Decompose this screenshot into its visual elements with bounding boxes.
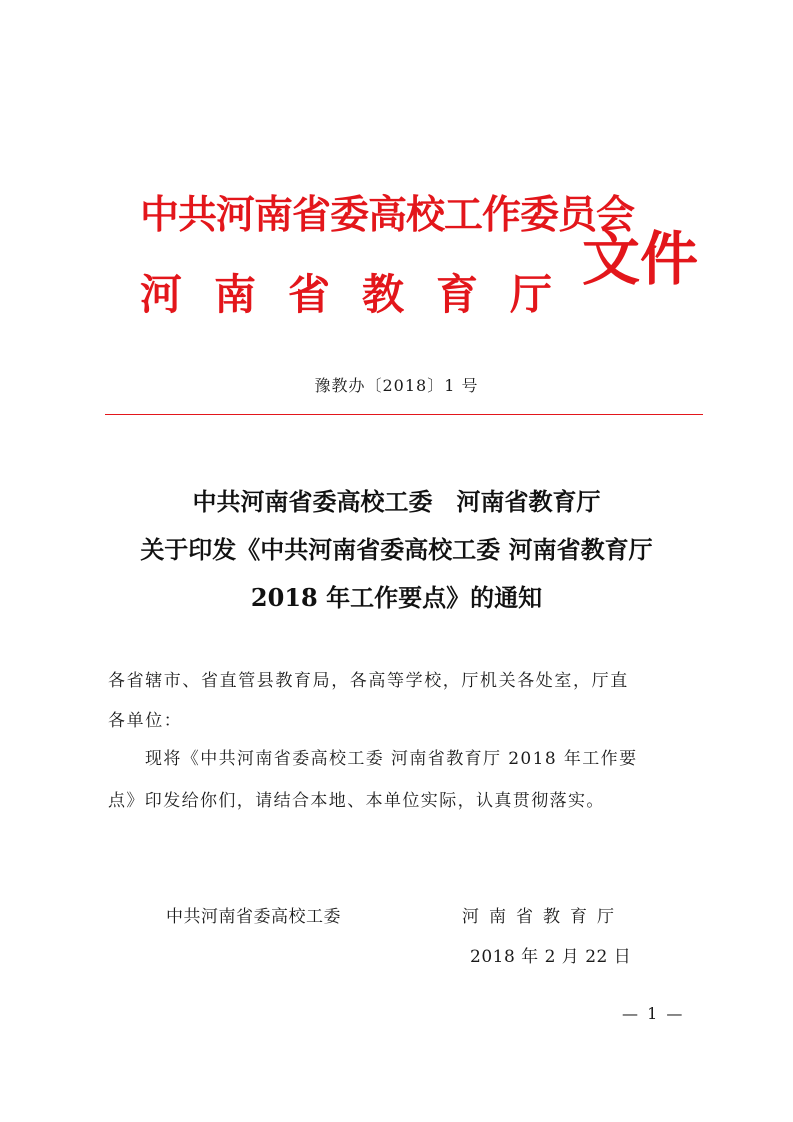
signature-org-left: 中共河南省委高校工委 — [166, 907, 341, 927]
document-number: 豫教办〔2018〕1 号 — [314, 376, 479, 395]
issuer-name-line-2: 河南省教育厅 — [140, 270, 585, 319]
issuer-name-line-1: 中共河南省委高校工作委员会 — [140, 192, 635, 238]
signature-org-right: 河南省教育厅 — [462, 907, 624, 927]
page-number: — 1 — — [622, 1004, 685, 1023]
document-type-label: 文件 — [582, 225, 699, 293]
title-line-1: 中共河南省委高校工委 河南省教育厅 — [192, 487, 601, 516]
title-line-2: 关于印发《中共河南省委高校工委 河南省教育厅 — [140, 535, 653, 564]
signature-date: 2018 年 2 月 22 日 — [470, 947, 632, 967]
recipients-line-2: 各单位： — [108, 711, 183, 731]
recipients-line-1: 各省辖市、省直管县教育局，各高等学校，厅机关各处室，厅直 — [108, 671, 629, 691]
content-line-2: 点》印发给你们，请结合本地、本单位实际，认真贯彻落实。 — [108, 791, 605, 811]
title-line-3: 2018 年工作要点》的通知 — [250, 583, 543, 612]
red-divider-line — [105, 414, 703, 415]
content-line-1: 现将《中共河南省委高校工委 河南省教育厅 2018 年工作要 — [145, 749, 638, 769]
